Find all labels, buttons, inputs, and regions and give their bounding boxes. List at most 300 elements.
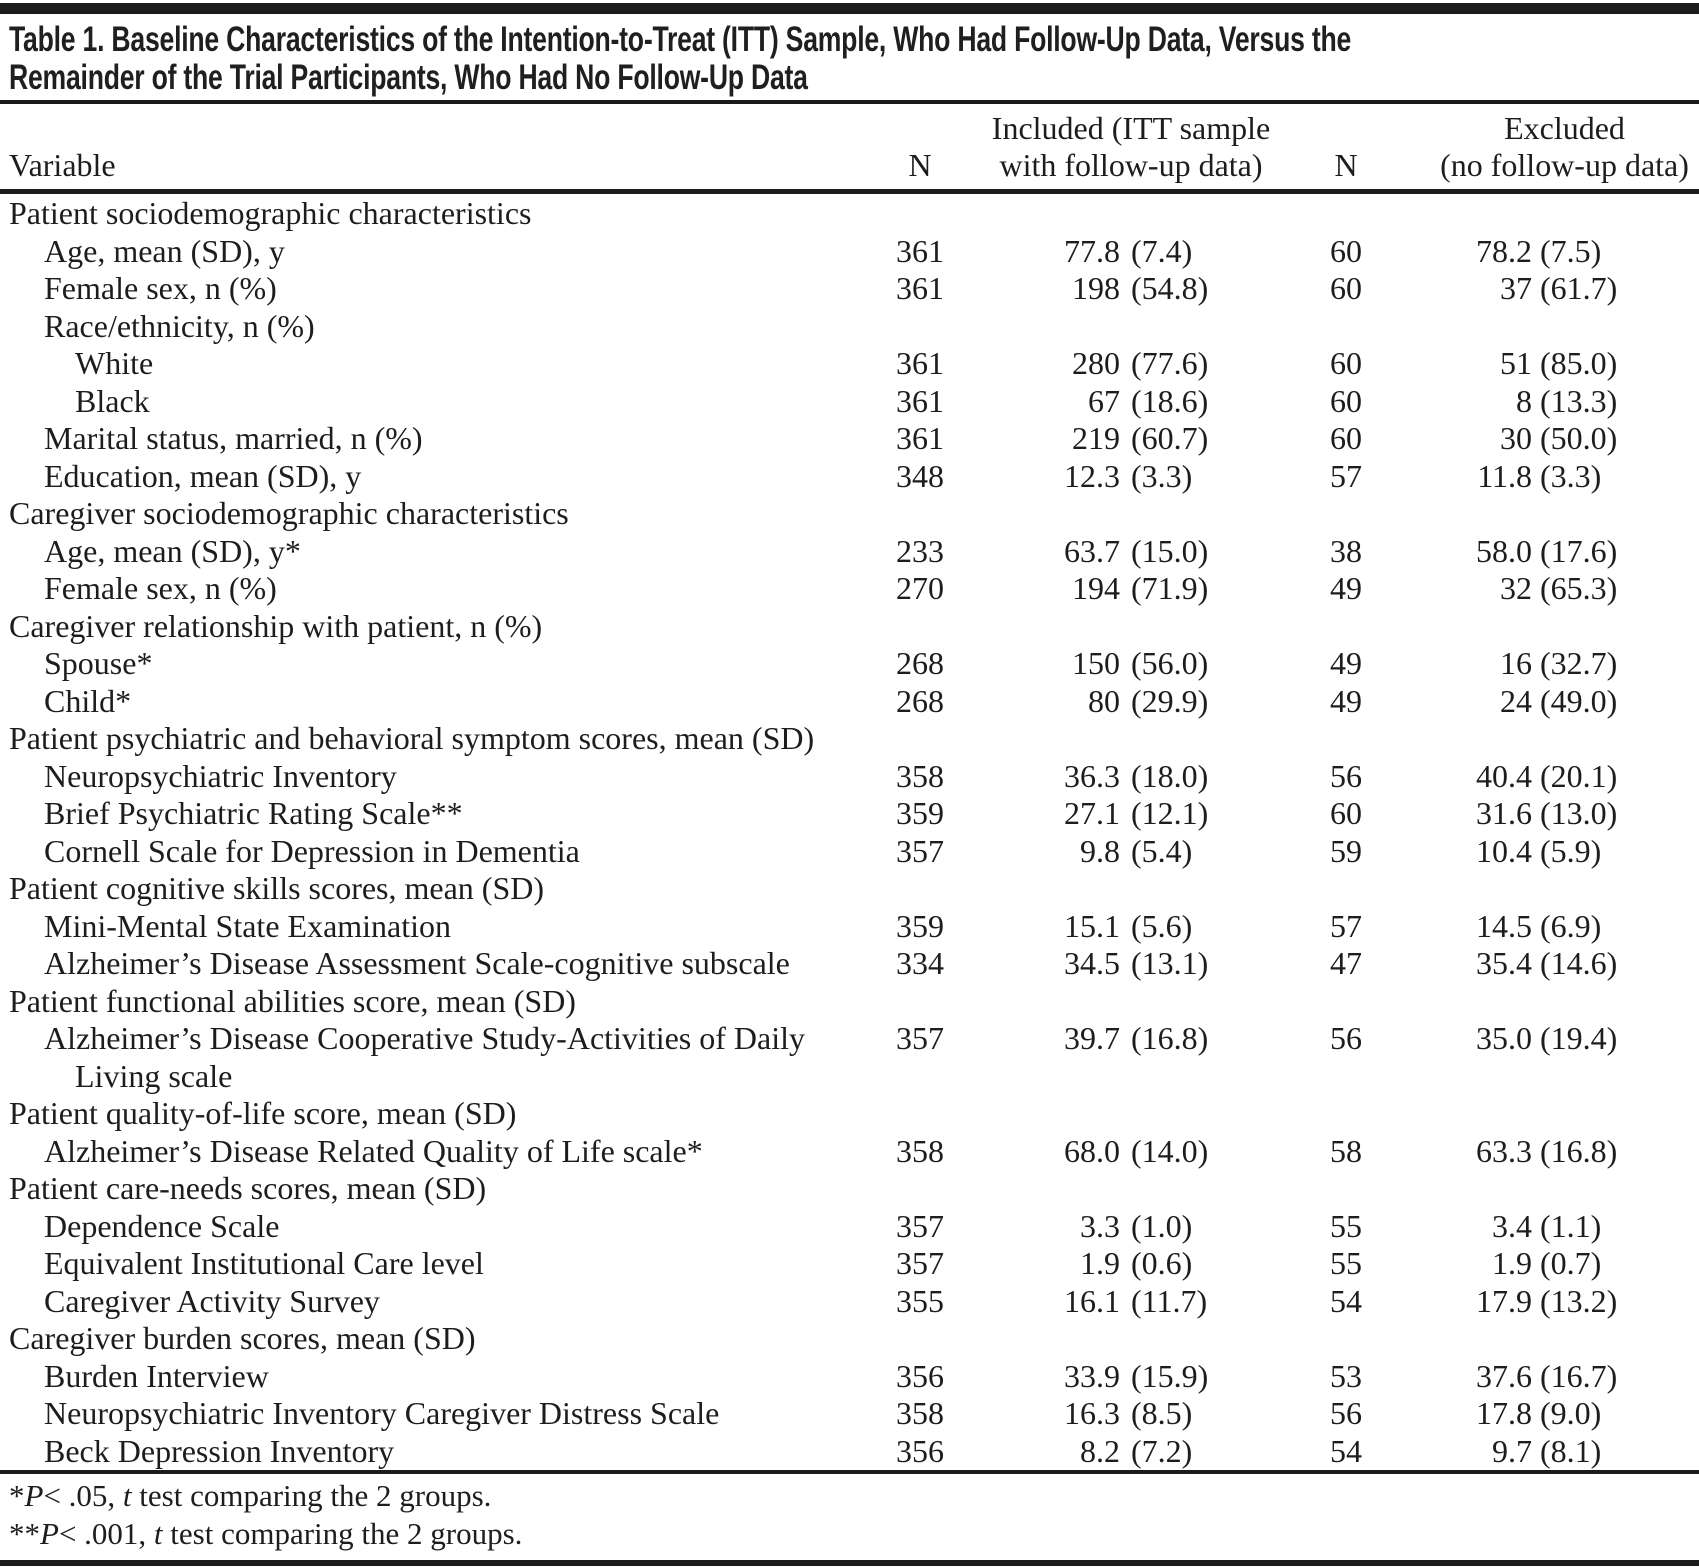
excluded-paren-value: (85.0) [1540, 345, 1618, 381]
excluded-paren-value: (32.7) [1540, 645, 1618, 681]
included-value-cell [1000, 795, 1262, 833]
included-value-cell [1000, 1395, 1262, 1433]
included-value-cell [1000, 983, 1262, 1021]
n-excluded-cell: 55 [1330, 1207, 1362, 1244]
included-value: 219 [1072, 420, 1120, 456]
n-excluded-cell [1262, 308, 1430, 346]
excluded-paren-value: (13.3) [1540, 382, 1618, 419]
n-included-cell: 348 [896, 457, 944, 494]
table-row [0, 720, 1699, 758]
included-paren-value [1120, 1170, 1131, 1208]
column-header-variable: Variable [9, 147, 116, 183]
n-included-cell: 233 [896, 532, 944, 569]
excluded-value-cell [1430, 683, 1699, 721]
footnote-p001: **P< .001, t test comparing the 2 groups. [9, 1516, 523, 1551]
variable-cell [0, 908, 840, 946]
variable-cell [0, 1208, 840, 1246]
included-paren-value: (13.1) [1131, 945, 1209, 981]
included-value: 1.9 [1080, 1245, 1120, 1281]
included-paren-value: (12.1) [1131, 795, 1209, 831]
table-header-row [0, 104, 1699, 189]
included-paren-value: (18.6) [1131, 382, 1209, 419]
included-value-cell [1000, 945, 1262, 983]
row-label: Education, mean (SD), y [44, 457, 362, 494]
excluded-paren-value: (49.0) [1540, 682, 1618, 719]
excluded-value-cell [1430, 420, 1699, 458]
included-paren-value: (60.7) [1131, 420, 1209, 456]
included-value [1000, 308, 1120, 346]
variable-cell [0, 870, 840, 908]
excluded-value [1430, 495, 1532, 533]
table-row [0, 1170, 1699, 1208]
included-paren-value: (5.6) [1131, 907, 1193, 944]
excluded-value: 58.0 [1476, 532, 1532, 569]
excluded-value: 1.9 [1492, 1245, 1532, 1281]
table-row [0, 1208, 1699, 1246]
row-label: Brief Psychiatric Rating Scale** [44, 795, 463, 831]
variable-cell [0, 1283, 840, 1321]
included-paren-value: (18.0) [1131, 757, 1209, 794]
excluded-paren-value [1532, 1095, 1540, 1133]
n-included-cell: 359 [896, 795, 944, 831]
n-included-cell: 361 [896, 232, 944, 269]
excluded-value: 10.4 [1476, 832, 1532, 869]
row-label: Burden Interview [44, 1357, 269, 1394]
excluded-value [1430, 1170, 1532, 1208]
n-excluded-cell: 47 [1330, 945, 1362, 981]
included-value-cell [1000, 1133, 1262, 1171]
excluded-value-cell [1430, 570, 1699, 608]
excluded-paren-value: (65.3) [1540, 570, 1618, 606]
included-paren-value [1120, 870, 1131, 908]
row-label: Patient quality-of-life score, mean (SD) [9, 1095, 517, 1131]
excluded-paren-value [1532, 608, 1540, 646]
n-included-cell [840, 1320, 1000, 1358]
included-value [1000, 495, 1120, 533]
excluded-value: 3.4 [1492, 1207, 1532, 1244]
included-value: 150 [1072, 645, 1120, 681]
n-excluded-cell [1262, 1170, 1430, 1208]
excluded-value-cell [1430, 645, 1699, 683]
excluded-value-cell [1430, 608, 1699, 646]
included-paren-value: (3.3) [1131, 457, 1193, 494]
included-value-cell [1000, 608, 1262, 646]
included-value: 3.3 [1080, 1207, 1120, 1244]
n-excluded-cell: 53 [1330, 1357, 1362, 1394]
included-value: 77.8 [1064, 232, 1120, 269]
column-header-excluded [1430, 110, 1699, 184]
excluded-paren-value [1532, 983, 1540, 1021]
top-rule [0, 3, 1699, 14]
n-excluded-cell: 55 [1330, 1245, 1362, 1281]
included-value-cell [1000, 720, 1262, 758]
excluded-value: 40.4 [1476, 757, 1532, 794]
excluded-value-cell [1430, 908, 1699, 946]
excluded-paren-value: (14.6) [1540, 945, 1618, 981]
included-paren-value: (5.4) [1131, 832, 1193, 869]
excluded-paren-value: (61.7) [1540, 270, 1618, 306]
excluded-value-cell [1430, 795, 1699, 833]
excluded-value: 16 [1500, 645, 1532, 681]
excluded-paren-value: (50.0) [1540, 420, 1618, 456]
variable-cell [0, 533, 840, 571]
n-excluded-cell: 49 [1330, 645, 1362, 681]
excluded-paren-value: (6.9) [1540, 907, 1602, 944]
n-included-cell: 356 [896, 1357, 944, 1394]
excluded-value: 63.3 [1476, 1132, 1532, 1169]
excluded-value-cell [1430, 270, 1699, 308]
row-label: Alzheimer’s Disease Assessment Scale-cognitive subscale [44, 945, 790, 981]
row-label: Alzheimer’s Disease Cooperative Study-Activities of Daily [44, 1020, 805, 1056]
included-paren-value: (1.0) [1131, 1207, 1193, 1244]
table-row [0, 645, 1699, 683]
excluded-value-cell [1430, 1095, 1699, 1133]
excluded-paren-value: (9.0) [1540, 1395, 1602, 1431]
excluded-value-cell [1430, 833, 1699, 871]
n-excluded-cell: 60 [1330, 382, 1362, 419]
included-paren-value: (15.9) [1131, 1357, 1209, 1394]
excluded-value-cell [1430, 1358, 1699, 1396]
n-excluded-cell: 49 [1330, 682, 1362, 719]
included-value-cell [1000, 495, 1262, 533]
included-value: 39.7 [1064, 1020, 1120, 1056]
excluded-value-cell [1430, 1320, 1699, 1358]
excluded-value: 17.9 [1476, 1282, 1532, 1319]
table-row [0, 233, 1699, 271]
included-paren-value: (16.8) [1131, 1020, 1209, 1056]
n-included-cell: 358 [896, 1132, 944, 1169]
excluded-value-cell [1430, 1245, 1699, 1283]
included-value-cell [1000, 1095, 1262, 1133]
excluded-paren-value [1532, 195, 1540, 233]
row-label: Age, mean (SD), y [44, 232, 285, 269]
included-paren-value: (7.2) [1131, 1432, 1193, 1469]
n-included-cell: 358 [896, 757, 944, 794]
excluded-value [1430, 1095, 1532, 1133]
table-row [0, 270, 1699, 308]
table-row [0, 983, 1699, 1021]
included-paren-value: (56.0) [1131, 645, 1209, 681]
column-header-excluded-line2: (no follow-up data) [1440, 147, 1689, 183]
included-value: 63.7 [1064, 532, 1120, 569]
excluded-value-cell [1430, 758, 1699, 796]
excluded-value: 32 [1500, 570, 1532, 606]
included-value: 68.0 [1064, 1132, 1120, 1169]
included-paren-value: (7.4) [1131, 232, 1193, 269]
table-row [0, 345, 1699, 383]
variable-cell [0, 420, 840, 458]
excluded-value: 78.2 [1476, 232, 1532, 269]
row-label: Caregiver sociodemographic characteristics [9, 495, 569, 531]
excluded-value-cell [1430, 308, 1699, 346]
included-paren-value [1120, 983, 1131, 1021]
variable-cell [0, 270, 840, 308]
included-paren-value: (15.0) [1131, 532, 1209, 569]
table-row [0, 420, 1699, 458]
row-label: Female sex, n (%) [44, 570, 277, 606]
variable-cell [0, 308, 840, 346]
excluded-value [1430, 195, 1532, 233]
n-included-cell: 357 [896, 1020, 944, 1056]
n-included-cell: 355 [896, 1282, 944, 1319]
table-row [0, 683, 1699, 721]
row-label: Patient cognitive skills scores, mean (SD) [9, 870, 545, 906]
included-value [1000, 608, 1120, 646]
included-value [1000, 1170, 1120, 1208]
n-included-cell: 270 [896, 570, 944, 606]
included-paren-value: (8.5) [1131, 1395, 1193, 1431]
n-included-cell [840, 308, 1000, 346]
row-label-continuation: Living scale [75, 1057, 233, 1094]
excluded-value-cell [1430, 195, 1699, 233]
excluded-value-cell [1430, 1170, 1699, 1208]
column-header-n-excluded: N [1334, 147, 1358, 183]
row-label: Equivalent Institutional Care level [44, 1245, 484, 1281]
included-value-cell [1000, 758, 1262, 796]
excluded-paren-value: (7.5) [1540, 232, 1602, 269]
n-included-cell: 334 [896, 945, 944, 981]
excluded-paren-value: (5.9) [1540, 832, 1602, 869]
excluded-value-cell [1430, 233, 1699, 271]
excluded-paren-value [1532, 1320, 1540, 1358]
included-paren-value [1120, 720, 1131, 758]
bottom-rule [0, 1560, 1699, 1566]
variable-cell [0, 1395, 840, 1433]
variable-cell [0, 570, 840, 608]
included-value-cell [1000, 420, 1262, 458]
excluded-value [1430, 983, 1532, 1021]
included-value: 67 [1088, 382, 1120, 419]
row-label: Race/ethnicity, n (%) [44, 307, 315, 344]
variable-cell [0, 720, 840, 758]
excluded-value [1430, 720, 1532, 758]
included-value-cell [1000, 645, 1262, 683]
n-included-cell: 361 [896, 382, 944, 419]
excluded-value: 37.6 [1476, 1357, 1532, 1394]
row-label: Patient care-needs scores, mean (SD) [9, 1170, 487, 1206]
excluded-value-cell [1430, 1208, 1699, 1246]
included-value-cell [1000, 1245, 1262, 1283]
table-row [0, 495, 1699, 533]
n-included-cell [840, 495, 1000, 533]
included-paren-value: (0.6) [1131, 1245, 1193, 1281]
column-header-included-line1: Included (ITT sample [991, 110, 1271, 146]
n-included-cell [840, 1170, 1000, 1208]
n-excluded-cell [1262, 1095, 1430, 1133]
included-paren-value: (14.0) [1131, 1132, 1209, 1169]
n-excluded-cell: 56 [1330, 1020, 1362, 1056]
variable-cell [0, 983, 840, 1021]
excluded-paren-value [1532, 1170, 1540, 1208]
row-label: Beck Depression Inventory [44, 1432, 395, 1469]
n-included-cell: 361 [896, 270, 944, 306]
excluded-value [1430, 308, 1532, 346]
excluded-paren-value [1532, 720, 1540, 758]
excluded-paren-value: (13.0) [1540, 795, 1618, 831]
included-value-cell [1000, 1170, 1262, 1208]
table-row [0, 1358, 1699, 1396]
excluded-paren-value: (16.7) [1540, 1357, 1618, 1394]
n-included-cell [840, 870, 1000, 908]
excluded-value: 37 [1500, 270, 1532, 306]
n-included-cell: 361 [896, 345, 944, 381]
n-excluded-cell [1262, 720, 1430, 758]
excluded-value: 24 [1500, 682, 1532, 719]
included-value: 34.5 [1064, 945, 1120, 981]
row-label: Neuropsychiatric Inventory [44, 757, 397, 794]
table-row [0, 608, 1699, 646]
variable-cell [0, 195, 840, 233]
row-label: Marital status, married, n (%) [44, 420, 423, 456]
n-excluded-cell: 56 [1330, 757, 1362, 794]
included-value: 280 [1072, 345, 1120, 381]
column-header-n-included: N [908, 147, 932, 183]
excluded-paren-value: (20.1) [1540, 757, 1618, 794]
included-value-cell [1000, 833, 1262, 871]
n-excluded-cell: 54 [1330, 1432, 1362, 1469]
variable-cell [0, 383, 840, 421]
included-value-cell [1000, 233, 1262, 271]
row-label: Spouse* [44, 645, 153, 681]
included-paren-value: (77.6) [1131, 345, 1209, 381]
excluded-value-cell [1430, 458, 1699, 496]
excluded-value: 35.0 [1476, 1020, 1532, 1056]
included-value: 194 [1072, 570, 1120, 606]
table-row [0, 1395, 1699, 1433]
variable-cell [0, 1020, 840, 1095]
column-header-included [991, 110, 1271, 184]
n-excluded-cell [1262, 983, 1430, 1021]
variable-cell [0, 945, 840, 983]
table-row [0, 195, 1699, 233]
row-label: Caregiver burden scores, mean (SD) [9, 1320, 476, 1356]
included-value [1000, 1095, 1120, 1133]
row-label: Female sex, n (%) [44, 270, 277, 306]
excluded-value-cell [1430, 1020, 1699, 1095]
excluded-value-cell [1430, 383, 1699, 421]
excluded-value-cell [1430, 1395, 1699, 1433]
variable-cell [0, 758, 840, 796]
variable-cell [0, 458, 840, 496]
excluded-value [1430, 608, 1532, 646]
included-value-cell [1000, 683, 1262, 721]
excluded-value: 9.7 [1492, 1432, 1532, 1469]
n-excluded-cell [1262, 608, 1430, 646]
n-included-cell: 357 [896, 1245, 944, 1281]
included-value: 15.1 [1064, 907, 1120, 944]
row-label: Neuropsychiatric Inventory Caregiver Distress Scale [44, 1395, 720, 1431]
excluded-value-cell [1430, 1283, 1699, 1321]
included-value-cell [1000, 533, 1262, 571]
table-row [0, 908, 1699, 946]
included-value-cell [1000, 1283, 1262, 1321]
variable-cell [0, 495, 840, 533]
column-header-included-line2: with follow-up data) [999, 147, 1263, 183]
included-paren-value: (29.9) [1131, 682, 1209, 719]
table-title-line2: Remainder of the Trial Participants, Who Had No Follow-Up Data [9, 58, 808, 97]
included-value: 27.1 [1064, 795, 1120, 831]
included-value: 36.3 [1064, 757, 1120, 794]
excluded-value-cell [1430, 870, 1699, 908]
included-value-cell [1000, 1208, 1262, 1246]
row-label: Dependence Scale [44, 1207, 280, 1244]
variable-cell [0, 645, 840, 683]
included-paren-value [1120, 308, 1131, 346]
excluded-paren-value [1532, 308, 1540, 346]
column-header-excluded-line1: Excluded [1504, 110, 1625, 146]
table-row [0, 1245, 1699, 1283]
variable-cell [0, 1320, 840, 1358]
n-included-cell [840, 983, 1000, 1021]
excluded-value-cell [1430, 720, 1699, 758]
included-value-cell [1000, 383, 1262, 421]
n-excluded-cell: 60 [1330, 270, 1362, 306]
excluded-value-cell [1430, 945, 1699, 983]
excluded-value [1430, 870, 1532, 908]
table-row [0, 795, 1699, 833]
included-value-cell [1000, 308, 1262, 346]
row-label: White [75, 345, 154, 381]
included-value: 198 [1072, 270, 1120, 306]
n-included-cell: 358 [896, 1395, 944, 1431]
table-row [0, 1433, 1699, 1471]
table-row [0, 1320, 1699, 1358]
included-value-cell [1000, 1020, 1262, 1095]
n-excluded-cell: 38 [1330, 532, 1362, 569]
included-value-cell [1000, 345, 1262, 383]
excluded-value: 35.4 [1476, 945, 1532, 981]
variable-cell [0, 345, 840, 383]
excluded-value: 11.8 [1477, 457, 1532, 494]
variable-cell [0, 1433, 840, 1471]
n-excluded-cell [1262, 870, 1430, 908]
excluded-value-cell [1430, 495, 1699, 533]
n-excluded-cell: 60 [1330, 795, 1362, 831]
n-included-cell [840, 720, 1000, 758]
excluded-paren-value: (19.4) [1540, 1020, 1618, 1056]
table-row [0, 1020, 1699, 1095]
n-excluded-cell: 60 [1330, 420, 1362, 456]
variable-cell [0, 1095, 840, 1133]
excluded-paren-value: (13.2) [1540, 1282, 1618, 1319]
table-row [0, 870, 1699, 908]
row-label: Alzheimer’s Disease Related Quality of Life scale* [44, 1132, 703, 1169]
n-excluded-cell [1262, 495, 1430, 533]
variable-cell [0, 683, 840, 721]
row-label: Patient sociodemographic characteristics [9, 195, 532, 231]
table-row [0, 533, 1699, 571]
included-paren-value [1120, 1320, 1131, 1358]
excluded-paren-value: (3.3) [1540, 457, 1602, 494]
included-paren-value: (11.7) [1131, 1282, 1208, 1319]
table-title-line1: Table 1. Baseline Characteristics of the Intention-to-Treat (ITT) Sample, Who Had Follow-Up Data, Versus the [9, 20, 1352, 59]
variable-cell [0, 1245, 840, 1283]
n-included-cell: 357 [896, 1207, 944, 1244]
table-row [0, 758, 1699, 796]
included-paren-value [1120, 608, 1131, 646]
n-included-cell: 268 [896, 682, 944, 719]
excluded-paren-value [1532, 870, 1540, 908]
excluded-value: 17.8 [1476, 1395, 1532, 1431]
included-paren-value: (71.9) [1131, 570, 1209, 606]
variable-cell [0, 795, 840, 833]
table-title [0, 21, 1699, 97]
row-label: Black [75, 382, 150, 419]
table-row [0, 1283, 1699, 1321]
included-value [1000, 983, 1120, 1021]
n-excluded-cell: 57 [1330, 907, 1362, 944]
n-included-cell [840, 1095, 1000, 1133]
